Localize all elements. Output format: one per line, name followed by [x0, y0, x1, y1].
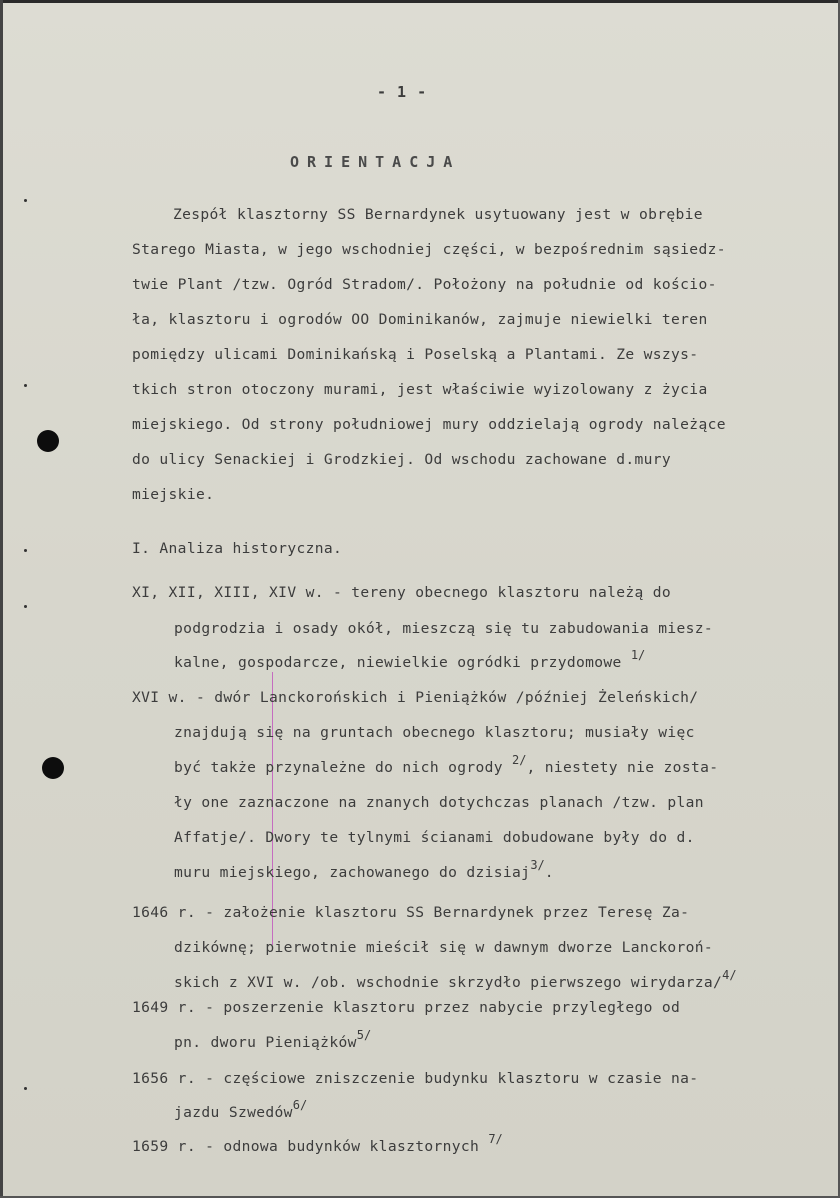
intro-line: twie Plant /tzw. Ogród Stradom/. Położony na południe od kościo- — [132, 276, 717, 293]
intro-line: pomiędzy ulicami Dominikańską i Poselską a Plantami. Ze wszys- — [132, 346, 699, 363]
intro-line: Zespół klasztorny SS Bernardynek usytuowany jest w obrębie — [173, 206, 703, 223]
footnote-ref: 4/ — [722, 968, 737, 982]
entry-line: kalne, gospodarcze, niewielkie ogródki przydomowe $^{1/}$ — [174, 648, 646, 671]
footnote-ref: 3/ — [530, 858, 545, 872]
page-number: - 1 - — [377, 83, 428, 101]
entry-line: muru miejskiego, zachowanego do dzisiaj$^{3/}$. — [174, 858, 554, 881]
entry-line: podgrodzia i osady okół, mieszczą się tu zabudowania miesz- — [174, 620, 714, 637]
entry-line: 1659 r. - odnowa budynków klasztornych $^{7/}$ — [132, 1132, 503, 1155]
section-heading: I. Analiza historyczna. — [132, 540, 343, 557]
intro-line: ła, klasztoru i ogrodów OO Dominikanów, zajmuje niewielki teren — [132, 311, 708, 328]
entry-line: być także przynależne do nich ogrody $^{2/}$, niestety nie zosta- — [174, 753, 719, 776]
intro-line: tkich stron otoczony murami, jest właściwie wyizolowany z życia — [132, 381, 708, 398]
speck — [24, 549, 27, 552]
footnote-ref: 7/ — [488, 1132, 503, 1146]
punch-hole — [37, 430, 59, 452]
document-title: ORIENTACJA — [290, 153, 461, 171]
speck — [24, 384, 27, 387]
intro-line: Starego Miasta, w jego wschodniej części, w bezpośrednim sąsiedz- — [132, 241, 726, 258]
entry-line: 1649 r. - poszerzenie klasztoru przez nabycie przyległego od — [132, 999, 681, 1016]
speck — [24, 1087, 27, 1090]
entry-line: znajdują się na gruntach obecnego klasztoru; musiały więc — [174, 724, 695, 741]
entry-line: XI, XII, XIII, XIV w. - tereny obecnego klasztoru należą do — [132, 584, 672, 601]
entry-line: ły one zaznaczone na znanych dotychczas planach /tzw. plan — [174, 794, 704, 811]
intro-line: miejskie. — [132, 486, 215, 503]
intro-line: miejskiego. Od strony południowej mury oddzielają ogrody należące — [132, 416, 726, 433]
scan-edge-left — [0, 0, 3, 1198]
speck — [24, 199, 27, 202]
entry-line: skich z XVI w. /ob. wschodnie skrzydło pierwszego wirydarza/$^{4/}$ — [174, 968, 737, 991]
scan-edge-top — [0, 0, 840, 3]
intro-line: do ulicy Senackiej i Grodzkiej. Od wschodu zachowane d.mury — [132, 451, 672, 468]
entry-line: 1646 r. - założenie klasztoru SS Bernardynek przez Teresę Za- — [132, 904, 690, 921]
footnote-ref: 6/ — [292, 1098, 308, 1112]
entry-line: pn. dworu Pieniążków$^{5/}$ — [174, 1028, 372, 1051]
entry-line: dzikównę; pierwotnie mieścił się w dawnym dworze Lanckoroń- — [174, 939, 714, 956]
entry-line: jazdu Szwedów$^{6/}$ — [174, 1098, 308, 1121]
footnote-ref: 1/ — [630, 648, 646, 662]
entry-line: Affatje/. Dwory te tylnymi ścianami dobudowane były do d. — [174, 829, 695, 846]
entry-line: XVI w. - dwór Lanckorońskich i Pieniążków /później Żeleńskich/ — [132, 689, 699, 706]
entry-line: 1656 r. - częściowe zniszczenie budynku klasztoru w czasie na- — [132, 1070, 699, 1087]
speck — [24, 605, 27, 608]
footnote-ref: 2/ — [512, 753, 527, 767]
punch-hole — [42, 757, 64, 779]
footnote-ref: 5/ — [356, 1028, 372, 1042]
